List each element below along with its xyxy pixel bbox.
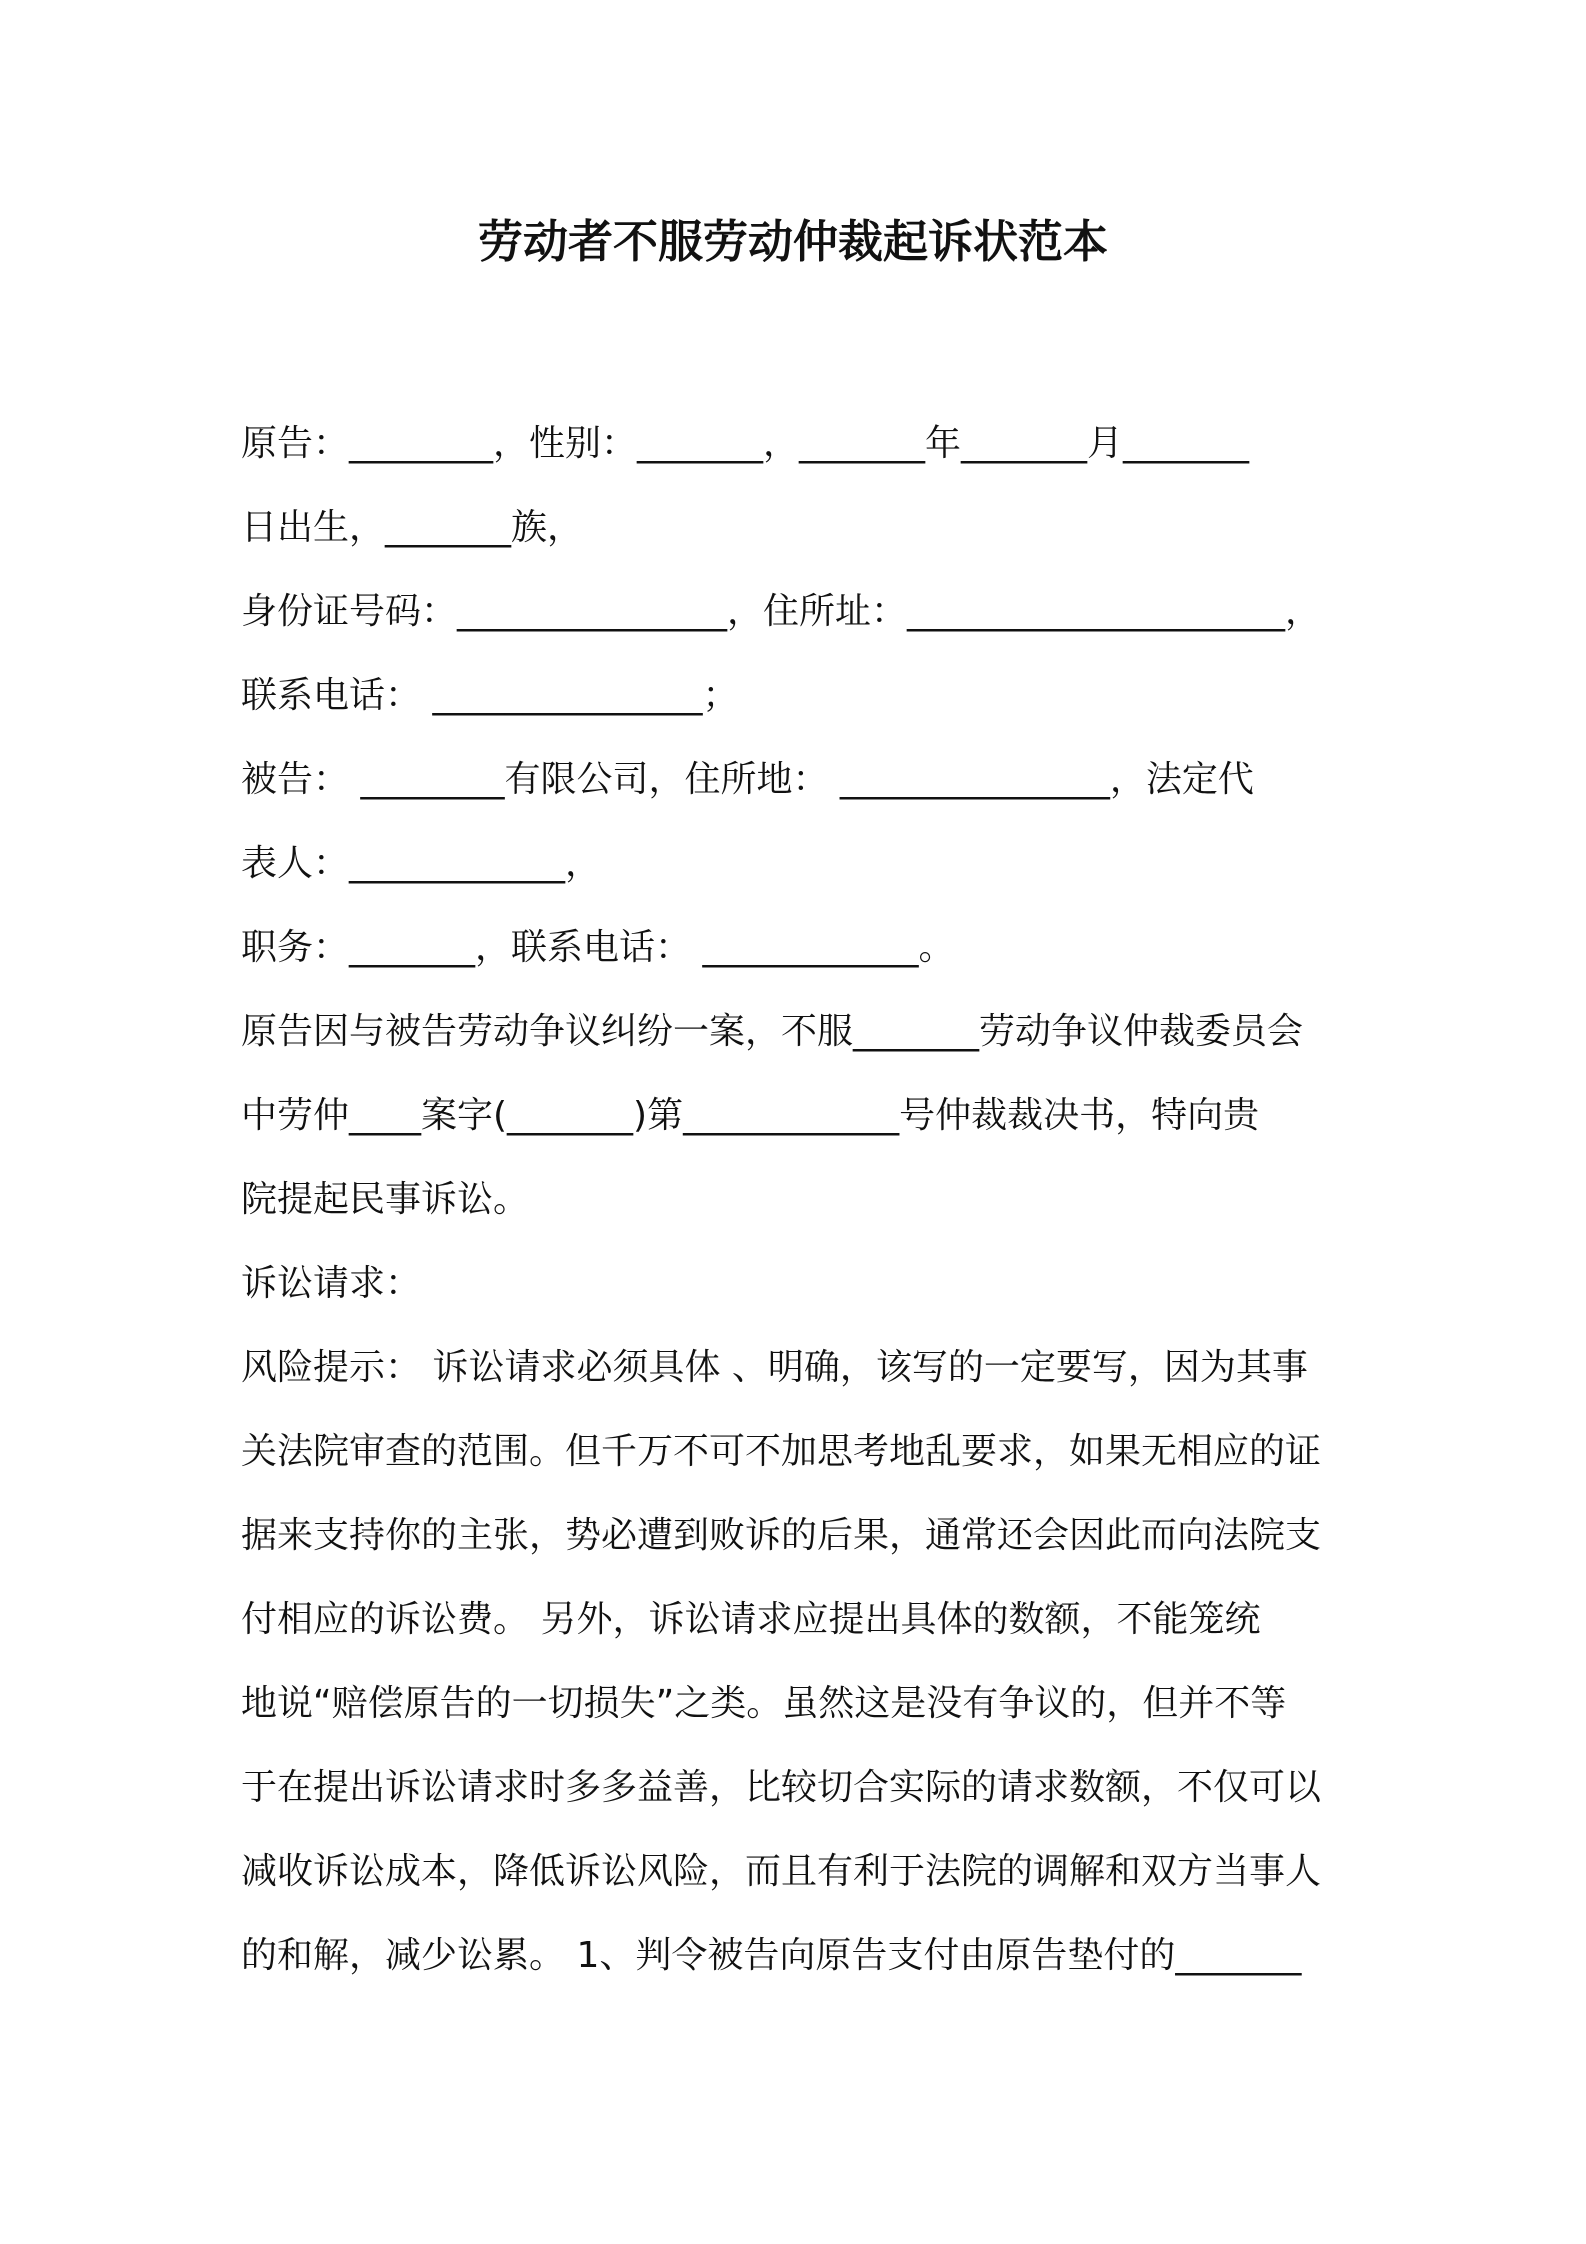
document-title: 劳动者不服劳动仲裁起诉状范本	[477, 215, 1108, 268]
text-line-risk-3: 据来支持你的主张，势必遭到败诉的后果，通常还会因此而向法院支	[241, 1515, 1322, 1556]
text-line-risk-5: 地说“赔偿原告的一切损失”之类。虽然这是没有争议的，但并不等	[241, 1683, 1287, 1724]
text-line-risk-7: 减收诉讼成本，降低诉讼风险，而且有利于法院的调解和双方当事人	[241, 1851, 1322, 1892]
text-line-risk-8: 的和解，减少讼累。 1、判令被告向原告支付由原告垫付的_______	[241, 1935, 1302, 1976]
text-line-plaintiff: 原告：________，性别：_______，_______年_______月_______	[241, 423, 1250, 464]
text-line-case-3: 院提起民事诉讼。	[241, 1179, 530, 1220]
text-line-position: 职务：_______，联系电话： ____________。	[241, 927, 955, 968]
text-line-risk-2: 关法院审查的范围。但千万不可不加思考地乱要求，如果无相应的证	[241, 1431, 1322, 1472]
text-line-claims-heading: 诉讼请求：	[241, 1263, 422, 1304]
text-line-defendant: 被告： ________有限公司，住所地： _______________，法定代	[241, 759, 1254, 800]
text-line-birth: 日出生，_______族，	[241, 507, 584, 548]
text-line-risk-1: 风险提示： 诉讼请求必须具体 、明确，该写的一定要写，因为其事	[241, 1347, 1308, 1388]
text-line-case-2: 中劳仲____案字(_______)第____________号仲裁裁决书，特向贵	[241, 1095, 1260, 1136]
text-line-representative: 表人：____________，	[241, 843, 602, 884]
document-body	[241, 402, 1356, 1998]
text-line-phone: 联系电话： _______________；	[241, 675, 739, 716]
text-line-id-address: 身份证号码：_______________，住所址：_____________________，	[241, 591, 1322, 632]
text-line-case-1: 原告因与被告劳动争议纠纷一案，不服_______劳动争议仲裁委员会	[241, 1011, 1304, 1052]
text-line-risk-6: 于在提出诉讼请求时多多益善，比较切合实际的请求数额，不仅可以	[241, 1767, 1322, 1808]
text-line-risk-4: 付相应的诉讼费。 另外，诉讼请求应提出具体的数额，不能笼统	[241, 1599, 1261, 1640]
